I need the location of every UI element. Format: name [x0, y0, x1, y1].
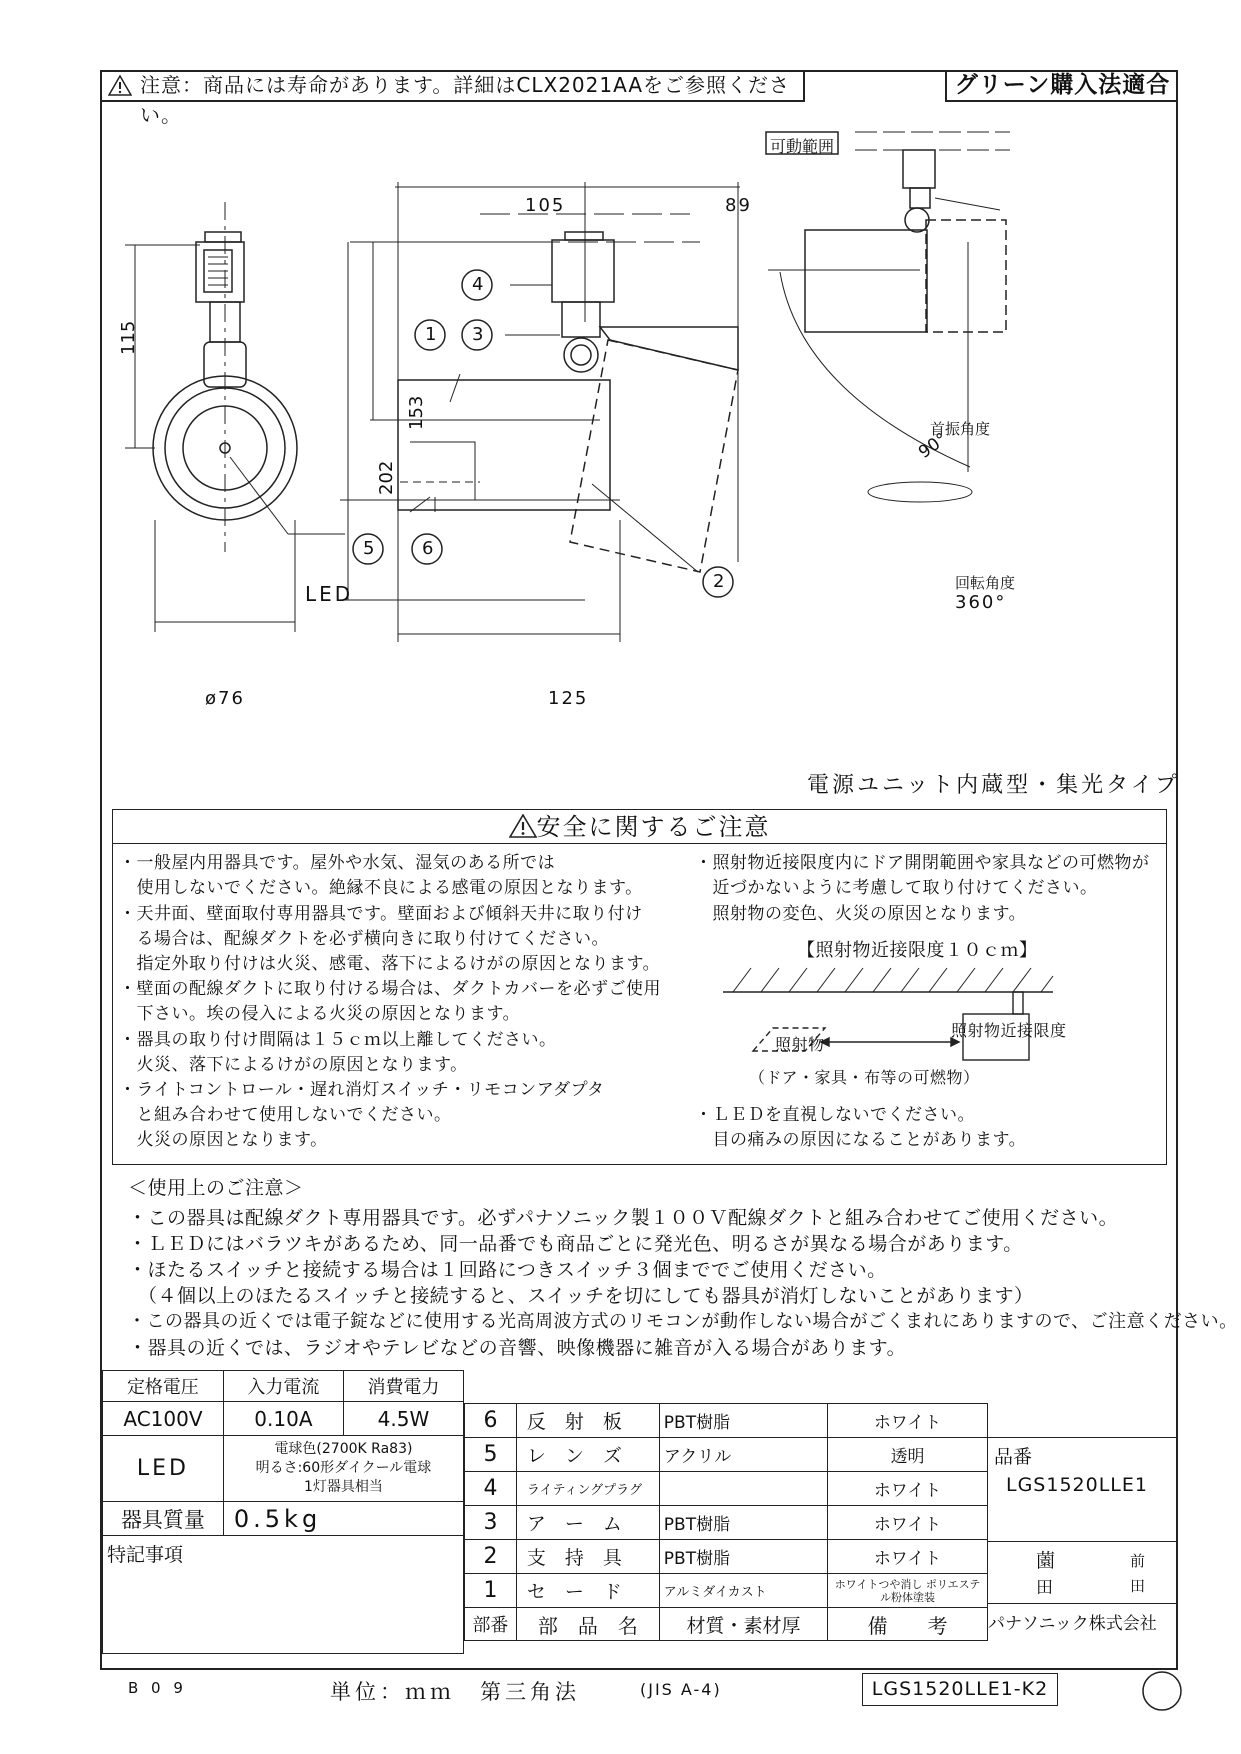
warning-icon [108, 75, 132, 96]
product-code: LGS1520LLE1 [1006, 1474, 1148, 1496]
parts-name: セ ー ド [516, 1574, 659, 1608]
parts-name: 反 射 板 [516, 1404, 659, 1438]
parts-name: レ ン ズ [516, 1438, 659, 1472]
usage-title: ＜使用上のご注意＞ [128, 1177, 304, 1199]
parts-name: ア ー ム [516, 1506, 659, 1540]
usage-item: （４個以上のほたるスイッチと接続すると、スイッチを切にしても器具が消灯しないことがあります） [128, 1285, 1034, 1307]
safety-right-line: ・照射物近接限度内にドア開閉範囲や家具などの可燃物が [695, 853, 1150, 873]
callout-5: 5 [363, 538, 375, 559]
rotation-angle-label: 回転角度 [955, 574, 1016, 592]
rotation-angle-value: 360° [955, 592, 1007, 613]
document-number: LGS1520LLE1-K2 [862, 1673, 1058, 1706]
parts-no: 4 [465, 1472, 517, 1506]
parts-row [465, 1472, 988, 1506]
parts-row [465, 1540, 988, 1574]
parts-note: ホワイト [828, 1506, 988, 1540]
parts-note: ホワイト [828, 1540, 988, 1574]
dim-153: 153 [406, 395, 427, 430]
parts-row [465, 1506, 988, 1540]
dim-125: 125 [548, 688, 589, 709]
parts-table [464, 1403, 988, 1641]
usage-item: ・この器具の近くでは電子錠などに使用する光高周波方式のリモコンが動作しない場合がごくまれにありますので、ご注意ください。 [128, 1311, 1238, 1332]
tilt-angle-value: 90° [914, 429, 952, 463]
led-warning-line: 目の痛みの原因になることがあります。 [695, 1130, 1027, 1150]
safety-left-line: る場合は、配線ダクトを必ず横向きに取り付けてください。 [119, 929, 609, 949]
limit-label: 照射物近接限度 [951, 1021, 1067, 1040]
input-current: 0.10A [223, 1402, 343, 1436]
safety-left-line: 下さい。埃の侵入による火災の原因となります。 [119, 1004, 521, 1024]
safety-left-line: ・一般屋内用器具です。屋外や水気、湿気のある所では [119, 853, 556, 873]
led-description: 電球色(2700K Ra83) 明るさ:60形ダイクール電球 1灯器具相当 [223, 1436, 463, 1502]
mass-label: 器具質量 [103, 1502, 224, 1536]
parts-name: ライティングプラグ [516, 1472, 659, 1506]
tilt-angle-label: 首振角度 [930, 420, 991, 438]
led-row-label: LED [103, 1436, 224, 1502]
spec-header: 消費電力 [343, 1371, 463, 1402]
approval-sign: 田 [1036, 1578, 1053, 1598]
parts-no: 5 [465, 1438, 517, 1472]
movable-range-view [766, 132, 1010, 502]
safety-left-line: と組み合わせて使用しないでください。 [119, 1105, 452, 1125]
parts-header: 部番 [465, 1608, 517, 1641]
safety-left-line: ・壁面の配線ダクトに取り付ける場合は、ダクトカバーを必ずご使用 [119, 979, 661, 999]
safety-box [112, 809, 1167, 1165]
front-view [125, 202, 345, 632]
parts-row [465, 1574, 988, 1608]
rated-voltage: AC100V [103, 1402, 224, 1436]
notice-text: 注意：商品には寿命があります。詳細はCLX2021AAをご参照ください。 [140, 73, 791, 127]
dim-89: 89 [725, 195, 752, 216]
parts-material: PBT樹脂 [659, 1404, 827, 1438]
spec-header: 入力電流 [223, 1371, 343, 1402]
parts-note: ホワイト [828, 1472, 988, 1506]
parts-note: ホワイトつや消し ポリエステル粉体塗装 [828, 1574, 988, 1608]
unit-projection: 単位：ｍｍ 第三角法 [330, 1680, 580, 1704]
parts-row [465, 1438, 988, 1472]
target-label: 照射物 [775, 1035, 825, 1054]
parts-row [465, 1404, 988, 1438]
parts-no: 6 [465, 1404, 517, 1438]
callout-3: 3 [472, 324, 484, 345]
safety-left-line: ・天井面、壁面取付専用器具です。壁面および傾斜天井に取り付け [119, 904, 643, 924]
parts-material: アルミダイカスト [659, 1574, 827, 1608]
lifetime-notice [100, 70, 805, 127]
safety-left-line: ・器具の取り付け間隔は１５ｃｍ以上離してください。 [119, 1030, 557, 1050]
product-box [988, 1437, 1176, 1637]
dim-105: 105 [525, 195, 566, 216]
usage-item: ・ＬＥＤにはバラツキがあるため、同一品番でも商品ごとに発光色、明るさが異なる場合があります。 [128, 1233, 1023, 1255]
safety-right-line: 近づかないように考慮して取り付けてください。 [695, 878, 1098, 898]
green-purchase-badge: グリーン購入法適合 [945, 70, 1178, 102]
revision-circle [1140, 1669, 1184, 1713]
parts-material [659, 1472, 827, 1506]
side-view [340, 182, 740, 642]
parts-note: 透明 [828, 1438, 988, 1472]
parts-name: 支 持 具 [516, 1540, 659, 1574]
company-name: パナソニック株式会社 [988, 1614, 1157, 1634]
drawing-code: B 0 9 [128, 1679, 187, 1697]
usage-item: ・ほたるスイッチと接続する場合は１回路につきスイッチ３個まででご使用ください。 [128, 1259, 887, 1281]
parts-note: ホワイト [828, 1404, 988, 1438]
notes-label: 特記事項 [103, 1536, 464, 1654]
movable-range-label: 可動範囲 [770, 137, 835, 156]
usage-item: ・器具の近くでは、ラジオやテレビなどの音響、映像機器に雑音が入る場合があります。 [128, 1337, 907, 1359]
parts-header: 備 考 [828, 1608, 988, 1641]
callout-2: 2 [713, 571, 725, 592]
safety-title: 安全に関するご注意 [113, 810, 1166, 844]
spec-table [102, 1370, 464, 1654]
safety-left-line: ・ライトコントロール・遅れ消灯スイッチ・リモコンアダプタ [119, 1080, 605, 1100]
approval-sign: 田 [1130, 1577, 1146, 1595]
type-label: 電源ユニット内蔵型・集光タイプ [807, 773, 1181, 798]
callout-6: 6 [422, 538, 434, 559]
usage-item: ・この器具は配線ダクト専用器具です。必ずパナソニック製１００Ｖ配線ダクトと組み合わせてご使用ください。 [128, 1207, 1119, 1229]
parts-material: アクリル [659, 1438, 827, 1472]
parts-material: PBT樹脂 [659, 1540, 827, 1574]
paper-size: (JIS A-4) [640, 1680, 722, 1699]
safety-right-line: 照射物の変色、火災の原因となります。 [695, 904, 1027, 924]
parts-header: 材質・素材厚 [659, 1608, 827, 1641]
led-warning-line: ・ＬＥＤを直視しないでください。 [695, 1105, 975, 1125]
safety-left-line: 使用しないでください。絶縁不良による感電の原因となります。 [119, 878, 643, 898]
parts-header: 部 品 名 [516, 1608, 659, 1641]
dim-76: ø76 [205, 688, 245, 709]
product-label: 品番 [994, 1446, 1033, 1468]
mass-value: 0.5kg [223, 1502, 463, 1536]
approval-sign: 薗 [1036, 1550, 1056, 1572]
callout-1: 1 [425, 324, 437, 345]
approval-sign: 前 [1130, 1552, 1146, 1570]
dim-115: 115 [118, 320, 139, 355]
parts-material: PBT樹脂 [659, 1506, 827, 1540]
parts-no: 3 [465, 1506, 517, 1540]
safety-left-line: 火災の原因となります。 [119, 1130, 328, 1150]
limit-title: 【照射物近接限度１０ｃｍ】 [797, 940, 1038, 961]
parts-no: 1 [465, 1574, 517, 1608]
callout-4: 4 [472, 274, 484, 295]
dim-202: 202 [376, 460, 397, 495]
led-label: LED [305, 582, 354, 606]
warning-icon [509, 814, 537, 838]
power-consumption: 4.5W [343, 1402, 463, 1436]
spec-header: 定格電圧 [103, 1371, 224, 1402]
safety-left-line: 指定外取り付けは火災、感電、落下によるけがの原因となります。 [119, 954, 661, 974]
parts-no: 2 [465, 1540, 517, 1574]
target-note: （ドア・家具・布等の可燃物） [749, 1068, 980, 1087]
technical-drawing [100, 102, 1178, 782]
safety-left-line: 火災、落下によるけがの原因となります。 [119, 1055, 468, 1075]
